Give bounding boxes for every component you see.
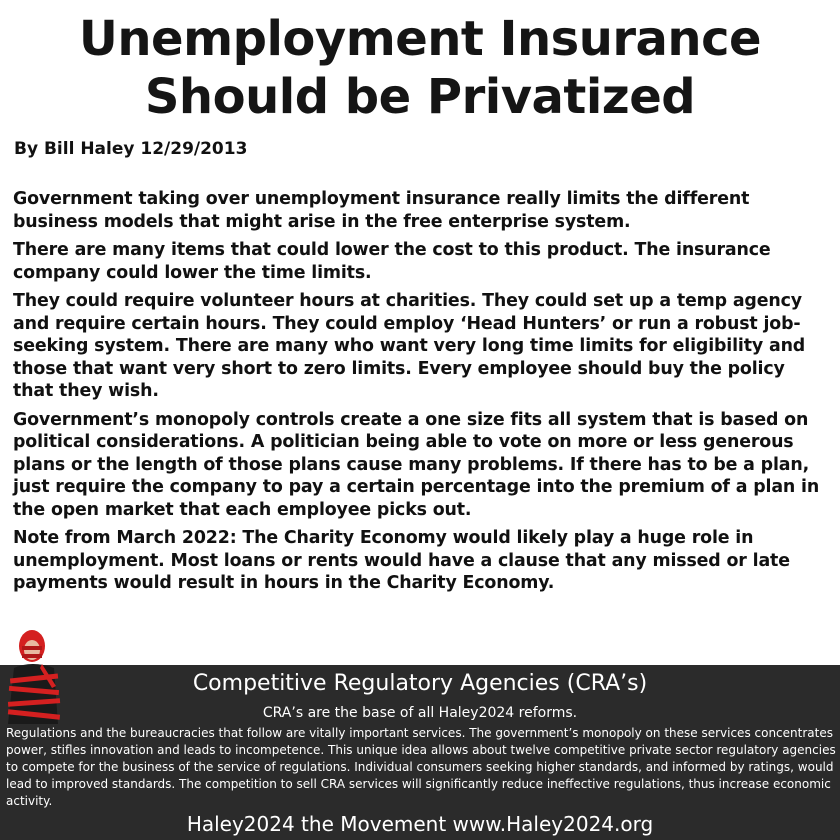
red-tape-wrapped-person-icon	[2, 624, 66, 724]
footer-website-link[interactable]: Haley2024 the Movement www.Haley2024.org	[186, 812, 654, 836]
footer-banner	[0, 665, 840, 840]
footer-heading: Competitive Regulatory Agencies (CRA’s)	[192, 671, 648, 696]
title-line-1: Unemployment Insurance	[78, 11, 762, 67]
footer-tagline: CRA’s are the base of all Haley2024 reforms.	[262, 705, 578, 721]
footer-description: Regulations and the bureaucracies that follow are vitally important services. The government’s monopoly on these services concentrates power, stifles innovation and leads to incompetence. This unique idea allows about twelve competitive private sector regulatory agencies to compete for the business of the service of regulations. Individual consumers seeking higher standards, and informed by ratings, would lead to improved standards. The competition to sell CRA services will significantly reduce ineffective regulations, thus increase economic activity.	[6, 726, 836, 808]
page-title	[0, 10, 840, 126]
article-body	[13, 188, 829, 601]
paragraph-3: They could require volunteer hours at charities. They could set up a temp agency and require certain hours. They could employ ‘Head Hunters’ or run a robust job-seeking system. There are many who want very long time limits for eligibility and those that want very short to zero limits. Every employee should buy the policy that they wish.	[13, 291, 806, 401]
paragraph-1: Government taking over unemployment insurance really limits the different business models that might arise in the free enterprise system.	[13, 189, 750, 232]
paragraph-4: Government’s monopoly controls create a one size fits all system that is based on political considerations. A politician being able to vote on more or less generous plans or the length of those plans cause many problems. If there has to be a plan, just require the company to pay a certain percentage into the premium of a plan in the open market that each employee picks out.	[13, 409, 820, 520]
paragraph-2: There are many items that could lower the cost to this product. The insurance company could lower the time limits.	[13, 240, 771, 283]
byline: By Bill Haley 12/29/2013	[14, 139, 248, 159]
title-line-2: Should be Privatized	[144, 69, 696, 125]
paragraph-5: Note from March 2022: The Charity Economy would likely play a huge role in unemployment. Most loans or rents would have a clause that any missed or late payments would result in hours in the Charity Economy.	[13, 528, 790, 593]
